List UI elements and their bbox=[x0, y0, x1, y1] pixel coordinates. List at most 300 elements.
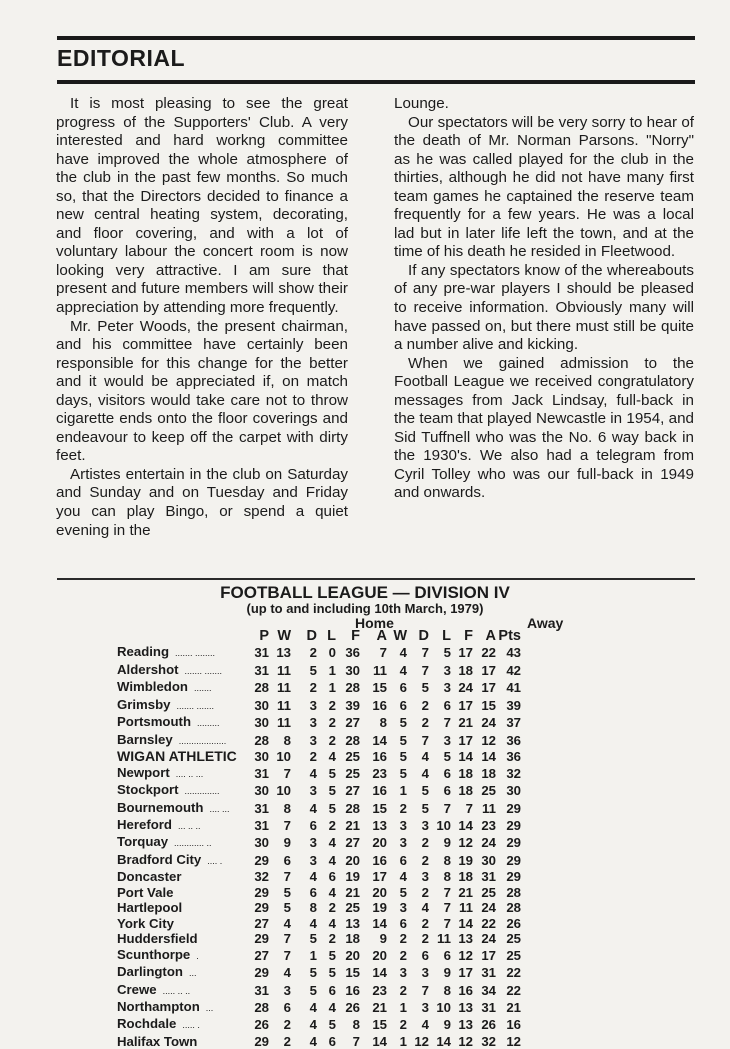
stat-cell: 1 bbox=[309, 947, 317, 963]
stat-cell: 25 bbox=[506, 931, 521, 947]
stat-cell: 30 bbox=[254, 835, 269, 851]
table-row bbox=[117, 852, 521, 869]
stat-cell: 14 bbox=[372, 732, 387, 748]
stat-cell: 28 bbox=[345, 680, 360, 696]
stat-cell: 3 bbox=[399, 900, 407, 916]
stat-cell: 1 bbox=[399, 783, 407, 799]
stat-cell: 7 bbox=[421, 982, 429, 998]
editorial-left-column bbox=[56, 95, 348, 540]
away-group-label: Away bbox=[527, 615, 564, 631]
stat-cell: 17 bbox=[458, 645, 473, 661]
stat-cell: 9 bbox=[443, 1017, 451, 1033]
stat-cell: 20 bbox=[372, 884, 387, 900]
stat-cell: 26 bbox=[254, 1017, 269, 1033]
stat-cell: 6 bbox=[399, 852, 407, 868]
stat-cell: 30 bbox=[254, 715, 269, 731]
stat-cell: 27 bbox=[345, 783, 360, 799]
stat-cell: 3 bbox=[421, 965, 429, 981]
stat-cell: 15 bbox=[372, 800, 387, 816]
team-name-cell bbox=[117, 999, 252, 1016]
stat-cell: 28 bbox=[254, 680, 269, 696]
stat-cell: 2 bbox=[328, 817, 336, 833]
stat-cell: 36 bbox=[345, 645, 360, 661]
stat-cell: 3 bbox=[283, 982, 291, 998]
stat-cell: 18 bbox=[458, 765, 473, 781]
stat-cell: 6 bbox=[309, 817, 317, 833]
table-row bbox=[117, 885, 521, 900]
stat-cell: 14 bbox=[372, 965, 387, 981]
stat-cell: 16 bbox=[372, 852, 387, 868]
stat-cell: 12 bbox=[506, 1033, 521, 1049]
stat-cell: 31 bbox=[254, 982, 269, 998]
stat-cell: 7 bbox=[283, 817, 291, 833]
stat-cell: 1 bbox=[399, 999, 407, 1015]
stat-cell: 22 bbox=[481, 645, 496, 661]
team-name-cell bbox=[117, 644, 252, 661]
stat-cell: 23 bbox=[372, 765, 387, 781]
stat-cell: 7 bbox=[465, 800, 473, 816]
stat-cell: 31 bbox=[481, 965, 496, 981]
stat-cell: 13 bbox=[458, 931, 473, 947]
stat-cell: 18 bbox=[481, 765, 496, 781]
team-name: York City bbox=[117, 915, 174, 931]
stat-cell: 6 bbox=[283, 999, 291, 1015]
team-name: Doncaster bbox=[117, 869, 182, 885]
stat-cell: 10 bbox=[436, 817, 451, 833]
stat-cell: 5 bbox=[309, 931, 317, 947]
table-row bbox=[117, 714, 521, 731]
stat-cell: 6 bbox=[328, 1033, 336, 1049]
stat-cell: 28 bbox=[254, 999, 269, 1015]
leader-dots: .... .. ... bbox=[175, 768, 204, 779]
stat-cell: 14 bbox=[372, 915, 387, 931]
table-row bbox=[117, 1016, 521, 1033]
column-header: D bbox=[418, 628, 429, 644]
stat-cell: 6 bbox=[328, 982, 336, 998]
stat-cell: 2 bbox=[328, 715, 336, 731]
stat-cell: 3 bbox=[309, 835, 317, 851]
leader-dots: ....... bbox=[193, 683, 212, 694]
stat-cell: 4 bbox=[309, 869, 317, 885]
stat-cell: 29 bbox=[506, 835, 521, 851]
stat-cell: 0 bbox=[328, 645, 336, 661]
team-name-cell bbox=[117, 782, 252, 799]
stat-cell: 2 bbox=[421, 915, 429, 931]
stat-cell: 11 bbox=[482, 800, 496, 816]
team-name: Northampton bbox=[117, 998, 200, 1014]
stat-cell: 28 bbox=[254, 732, 269, 748]
editorial-right-column bbox=[394, 95, 694, 503]
table-row bbox=[117, 947, 521, 964]
stat-cell: 2 bbox=[421, 931, 429, 947]
team-name-cell bbox=[117, 916, 252, 931]
team-name: Scunthorpe bbox=[117, 946, 191, 962]
league-table bbox=[117, 629, 521, 1049]
leader-dots: ... bbox=[188, 968, 197, 979]
stat-cell: 11 bbox=[277, 697, 291, 713]
stat-cell: 7 bbox=[421, 662, 429, 678]
team-name: Grimsby bbox=[117, 696, 171, 712]
stat-cell: 27 bbox=[254, 947, 269, 963]
team-name: Darlington bbox=[117, 964, 183, 980]
team-name: Halifax Town bbox=[117, 1033, 198, 1049]
stat-cell: 32 bbox=[254, 869, 269, 885]
editorial-paragraph: Lounge. bbox=[394, 95, 449, 112]
stat-cell: 4 bbox=[328, 852, 336, 868]
stat-cell: 13 bbox=[345, 915, 360, 931]
stat-cell: 2 bbox=[328, 900, 336, 916]
home-group-label: Home bbox=[355, 615, 394, 631]
team-name-cell bbox=[117, 869, 252, 884]
stat-cell: 30 bbox=[345, 662, 360, 678]
team-name-cell bbox=[117, 697, 252, 714]
table-row bbox=[117, 782, 521, 799]
stat-cell: 3 bbox=[443, 680, 451, 696]
stat-cell: 4 bbox=[328, 835, 336, 851]
table-row bbox=[117, 817, 521, 834]
stat-cell: 23 bbox=[372, 982, 387, 998]
stat-cell: 2 bbox=[309, 680, 317, 696]
stat-cell: 7 bbox=[352, 1033, 360, 1049]
stat-cell: 14 bbox=[436, 1033, 451, 1049]
stat-cell: 5 bbox=[399, 732, 407, 748]
stat-cell: 2 bbox=[399, 800, 407, 816]
stat-cell: 15 bbox=[345, 965, 360, 981]
table-row bbox=[117, 732, 521, 749]
stat-cell: 6 bbox=[283, 852, 291, 868]
stat-cell: 30 bbox=[254, 697, 269, 713]
stat-cell: 41 bbox=[506, 680, 521, 696]
stat-cell: 31 bbox=[481, 869, 496, 885]
stat-cell: 6 bbox=[443, 697, 451, 713]
stat-cell: 4 bbox=[421, 1017, 429, 1033]
stat-cell: 21 bbox=[458, 715, 473, 731]
stat-cell: 6 bbox=[443, 783, 451, 799]
stat-cell: 2 bbox=[421, 884, 429, 900]
stat-cell: 5 bbox=[328, 947, 336, 963]
stat-cell: 2 bbox=[421, 697, 429, 713]
table-row bbox=[117, 964, 521, 981]
stat-cell: 9 bbox=[283, 835, 291, 851]
team-name-cell bbox=[117, 817, 252, 834]
stat-cell: 37 bbox=[506, 715, 521, 731]
stat-cell: 9 bbox=[379, 931, 387, 947]
stat-cell: 7 bbox=[283, 947, 291, 963]
stat-cell: 24 bbox=[481, 835, 496, 851]
stat-cell: 17 bbox=[458, 697, 473, 713]
stat-cell: 8 bbox=[283, 800, 291, 816]
stat-cell: 26 bbox=[481, 1017, 496, 1033]
stat-cell: 4 bbox=[328, 999, 336, 1015]
stat-cell: 25 bbox=[481, 783, 496, 799]
stat-cell: 4 bbox=[421, 765, 429, 781]
stat-cell: 29 bbox=[254, 900, 269, 916]
stat-cell: 3 bbox=[399, 835, 407, 851]
stat-cell: 2 bbox=[399, 982, 407, 998]
table-row bbox=[117, 697, 521, 714]
stat-cell: 17 bbox=[481, 662, 496, 678]
team-name-cell bbox=[117, 732, 252, 749]
league-header-row bbox=[117, 629, 521, 644]
stat-cell: 11 bbox=[277, 662, 291, 678]
stat-cell: 15 bbox=[481, 697, 496, 713]
stat-cell: 16 bbox=[345, 982, 360, 998]
stat-cell: 19 bbox=[372, 900, 387, 916]
stat-cell: 12 bbox=[481, 732, 496, 748]
table-row bbox=[117, 900, 521, 915]
stat-cell: 2 bbox=[399, 931, 407, 947]
leader-dots: ....... ....... bbox=[176, 700, 215, 711]
stat-cell: 4 bbox=[309, 765, 317, 781]
stat-cell: 26 bbox=[345, 999, 360, 1015]
stat-cell: 11 bbox=[459, 900, 473, 916]
leader-dots: ....... ....... bbox=[184, 665, 223, 676]
stat-cell: 3 bbox=[309, 732, 317, 748]
stat-cell: 3 bbox=[421, 999, 429, 1015]
column-header: P bbox=[259, 628, 269, 644]
stat-cell: 6 bbox=[443, 765, 451, 781]
team-name: Port Vale bbox=[117, 884, 174, 900]
stat-cell: 2 bbox=[309, 749, 317, 765]
team-name-cell bbox=[117, 662, 252, 679]
stat-cell: 29 bbox=[254, 965, 269, 981]
stat-cell: 22 bbox=[506, 965, 521, 981]
stat-cell: 8 bbox=[352, 1017, 360, 1033]
stat-cell: 19 bbox=[458, 852, 473, 868]
stat-cell: 24 bbox=[481, 715, 496, 731]
stat-cell: 26 bbox=[506, 915, 521, 931]
stat-cell: 5 bbox=[328, 783, 336, 799]
stat-cell: 23 bbox=[481, 817, 496, 833]
column-header: F bbox=[464, 628, 473, 644]
stat-cell: 5 bbox=[283, 884, 291, 900]
stat-cell: 29 bbox=[254, 852, 269, 868]
stat-cell: 21 bbox=[372, 999, 387, 1015]
table-row bbox=[117, 834, 521, 851]
stat-cell: 3 bbox=[399, 965, 407, 981]
leader-dots: ......... bbox=[197, 718, 220, 729]
stat-cell: 42 bbox=[506, 662, 521, 678]
stat-cell: 2 bbox=[283, 1017, 291, 1033]
stat-cell: 21 bbox=[345, 884, 360, 900]
team-name-cell bbox=[117, 982, 252, 999]
table-row bbox=[117, 931, 521, 946]
stat-cell: 29 bbox=[254, 884, 269, 900]
stat-cell: 36 bbox=[506, 732, 521, 748]
leader-dots: . bbox=[196, 950, 199, 961]
stat-cell: 4 bbox=[283, 965, 291, 981]
stat-cell: 13 bbox=[372, 817, 387, 833]
stat-cell: 2 bbox=[399, 1017, 407, 1033]
stat-cell: 25 bbox=[345, 749, 360, 765]
stat-cell: 6 bbox=[443, 947, 451, 963]
stat-cell: 15 bbox=[372, 1017, 387, 1033]
stat-cell: 4 bbox=[309, 1017, 317, 1033]
team-name-cell bbox=[117, 765, 252, 782]
leader-dots: ....... ........ bbox=[175, 648, 216, 659]
leader-dots: .... ... bbox=[209, 803, 230, 814]
stat-cell: 4 bbox=[328, 749, 336, 765]
team-name: Reading bbox=[117, 644, 170, 660]
leader-dots: ................... bbox=[178, 735, 227, 746]
stat-cell: 5 bbox=[399, 765, 407, 781]
stat-cell: 13 bbox=[458, 999, 473, 1015]
stat-cell: 12 bbox=[458, 947, 473, 963]
stat-cell: 5 bbox=[328, 1017, 336, 1033]
column-header: F bbox=[351, 628, 360, 644]
table-row bbox=[117, 1034, 521, 1049]
stat-cell: 4 bbox=[309, 800, 317, 816]
stat-cell: 4 bbox=[328, 884, 336, 900]
stat-cell: 28 bbox=[345, 800, 360, 816]
stat-cell: 6 bbox=[399, 680, 407, 696]
stat-cell: 25 bbox=[481, 884, 496, 900]
stat-cell: 7 bbox=[283, 869, 291, 885]
stat-cell: 14 bbox=[458, 749, 473, 765]
team-name-cell bbox=[117, 931, 252, 946]
stat-cell: 16 bbox=[372, 783, 387, 799]
stat-cell: 28 bbox=[506, 884, 521, 900]
stat-cell: 14 bbox=[458, 915, 473, 931]
stat-cell: 7 bbox=[443, 915, 451, 931]
stat-cell: 3 bbox=[309, 697, 317, 713]
stat-cell: 31 bbox=[254, 765, 269, 781]
team-name: Crewe bbox=[117, 981, 157, 997]
stat-cell: 10 bbox=[276, 749, 291, 765]
stat-cell: 29 bbox=[254, 931, 269, 947]
stat-cell: 18 bbox=[458, 869, 473, 885]
stat-cell: 8 bbox=[379, 715, 387, 731]
stat-cell: 5 bbox=[283, 900, 291, 916]
stat-cell: 3 bbox=[309, 783, 317, 799]
team-name-cell bbox=[117, 834, 252, 851]
stat-cell: 9 bbox=[443, 835, 451, 851]
stat-cell: 4 bbox=[283, 915, 291, 931]
stat-cell: 27 bbox=[345, 715, 360, 731]
stat-cell: 7 bbox=[283, 931, 291, 947]
stat-cell: 5 bbox=[443, 749, 451, 765]
team-name-cell bbox=[117, 749, 252, 764]
stat-cell: 2 bbox=[421, 835, 429, 851]
stat-cell: 1 bbox=[399, 1033, 407, 1049]
stat-cell: 2 bbox=[399, 947, 407, 963]
column-header: L bbox=[442, 628, 451, 644]
table-row bbox=[117, 869, 521, 884]
stat-cell: 8 bbox=[443, 852, 451, 868]
stat-cell: 4 bbox=[421, 900, 429, 916]
stat-cell: 31 bbox=[254, 817, 269, 833]
stat-cell: 30 bbox=[254, 749, 269, 765]
stat-cell: 4 bbox=[309, 915, 317, 931]
stat-cell: 20 bbox=[345, 852, 360, 868]
stat-cell: 5 bbox=[399, 749, 407, 765]
stat-cell: 29 bbox=[506, 869, 521, 885]
stat-cell: 2 bbox=[421, 852, 429, 868]
team-name: Huddersfield bbox=[117, 931, 198, 947]
editorial-paragraph: Our spectators will be very sorry to hear of the death of Mr. Norman Parsons. "Norry" as he was called played for the club in the thirties, although he did not have many first team games he captained the reserve team frequently for a few years. He was a local lad but in later life left the town, and at the time of his death he resided in Fleetwood. bbox=[394, 113, 694, 261]
stat-cell: 1 bbox=[328, 680, 336, 696]
stat-cell: 30 bbox=[254, 783, 269, 799]
stat-cell: 2 bbox=[283, 1033, 291, 1049]
team-name-cell bbox=[117, 964, 252, 981]
stat-cell: 3 bbox=[399, 817, 407, 833]
leader-dots: ............ .. bbox=[174, 838, 212, 849]
stat-cell: 8 bbox=[443, 982, 451, 998]
team-name: Hartlepool bbox=[117, 900, 183, 916]
team-name-cell bbox=[117, 852, 252, 869]
stat-cell: 2 bbox=[421, 715, 429, 731]
stat-cell: 5 bbox=[328, 800, 336, 816]
stat-cell: 32 bbox=[481, 1033, 496, 1049]
stat-cell: 5 bbox=[421, 800, 429, 816]
team-name: Newport bbox=[117, 764, 170, 780]
stat-cell: 6 bbox=[309, 884, 317, 900]
leader-dots: .... . bbox=[207, 855, 223, 866]
stat-cell: 5 bbox=[328, 965, 336, 981]
table-row bbox=[117, 916, 521, 931]
stat-cell: 28 bbox=[345, 732, 360, 748]
stat-cell: 16 bbox=[372, 749, 387, 765]
stat-cell: 11 bbox=[277, 680, 291, 696]
leader-dots: ..... . bbox=[182, 1020, 200, 1031]
stat-cell: 18 bbox=[345, 931, 360, 947]
stat-cell: 3 bbox=[309, 715, 317, 731]
stat-cell: 24 bbox=[481, 931, 496, 947]
heading-rule bbox=[57, 80, 695, 84]
stat-cell: 6 bbox=[421, 947, 429, 963]
stat-cell: 16 bbox=[372, 697, 387, 713]
stat-cell: 3 bbox=[421, 869, 429, 885]
team-name: Barnsley bbox=[117, 731, 173, 747]
stat-cell: 17 bbox=[481, 947, 496, 963]
stat-cell: 28 bbox=[506, 900, 521, 916]
stat-cell: 22 bbox=[481, 915, 496, 931]
stat-cell: 14 bbox=[458, 817, 473, 833]
team-name: Aldershot bbox=[117, 661, 179, 677]
stat-cell: 3 bbox=[443, 662, 451, 678]
editorial-paragraph: If any spectators know of the whereabouts of any pre-war players I should be pleased to receive information. Obviously many will have passed on, but there must still be quite a number alive and kicking. bbox=[394, 261, 694, 354]
stat-cell: 11 bbox=[277, 715, 291, 731]
leader-dots: ..... .. .. bbox=[162, 985, 191, 996]
stat-cell: 31 bbox=[254, 800, 269, 816]
top-rule bbox=[57, 36, 695, 40]
table-row bbox=[117, 982, 521, 999]
editorial-paragraph: Artistes entertain in the club on Saturday and Sunday and on Tuesday and Friday you can play Bingo, or spend a quiet evening in the bbox=[56, 465, 348, 539]
table-row bbox=[117, 644, 521, 661]
stat-cell: 25 bbox=[506, 947, 521, 963]
team-name: Hereford bbox=[117, 816, 172, 832]
stat-cell: 7 bbox=[443, 715, 451, 731]
stat-cell: 7 bbox=[443, 900, 451, 916]
stat-cell: 31 bbox=[481, 999, 496, 1015]
stat-cell: 3 bbox=[443, 732, 451, 748]
team-name-cell bbox=[117, 885, 252, 900]
stat-cell: 4 bbox=[399, 645, 407, 661]
league-table-subtitle: (up to and including 10th March, 1979) bbox=[246, 601, 484, 616]
table-row bbox=[117, 679, 521, 696]
table-row bbox=[117, 765, 521, 782]
stat-cell: 4 bbox=[309, 1033, 317, 1049]
editorial-paragraph: It is most pleasing to see the great progress of the Supporters' Club. A very interested and hard workng committee have improved the whole atmosphere of the club in the past few months. So much so, that the Directors decided to finance a new central heating system, decorating, and floor covering, and with a lot of voluntary labour the concert room is now looking very attractive. I am sure that present and future members will show their appreciation by attending more frequently. bbox=[56, 95, 348, 317]
stat-cell: 36 bbox=[506, 749, 521, 765]
stat-cell: 11 bbox=[373, 662, 387, 678]
stat-cell: 30 bbox=[481, 852, 496, 868]
stat-cell: 5 bbox=[309, 662, 317, 678]
stat-cell: 7 bbox=[443, 884, 451, 900]
stat-cell: 19 bbox=[345, 869, 360, 885]
leader-dots: .............. bbox=[184, 786, 220, 797]
stat-cell: 4 bbox=[399, 869, 407, 885]
